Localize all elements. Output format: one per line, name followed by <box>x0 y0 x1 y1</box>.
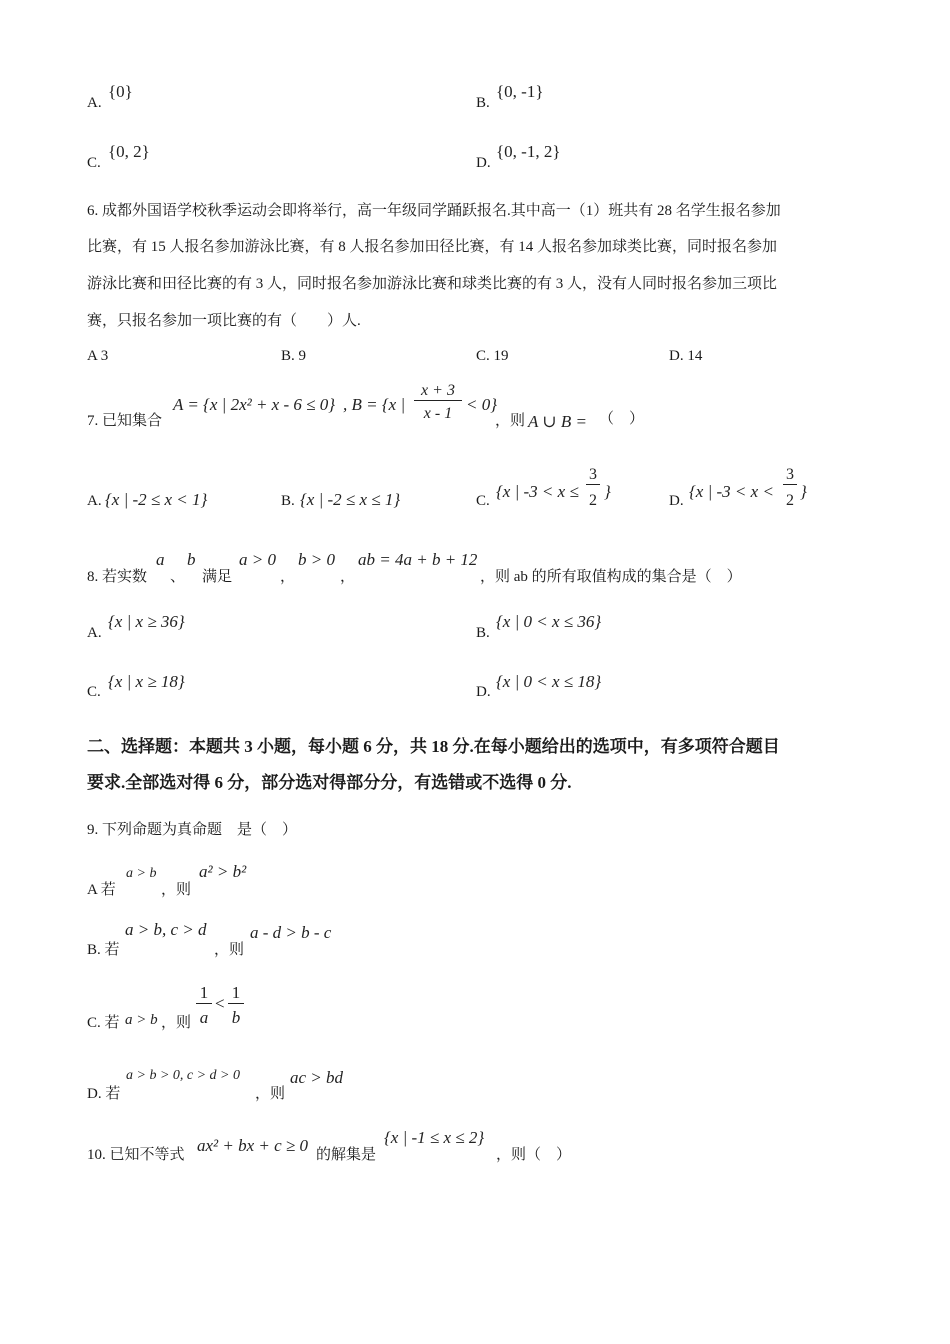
q8-option-b-label: B. <box>476 625 490 641</box>
q8-comma-2: ， <box>340 569 356 585</box>
q9-option-b-then: ，则 <box>214 942 245 958</box>
q9-option-b-result: a - d > b - c <box>250 923 332 942</box>
q9-option-c-fraction-2-denominator: b <box>231 1008 241 1027</box>
q7-option-c-label: C. <box>476 493 490 509</box>
q9-option-c-condition: a > b <box>125 1012 158 1028</box>
q10-middle-text: 的解集是 <box>316 1147 377 1163</box>
q9-option-c-fraction-2-numerator: 1 <box>228 983 244 1004</box>
q7-frac-denominator: x - 1 <box>423 405 453 422</box>
q7-option-a-label: A. <box>87 493 102 509</box>
q7-option-d-tail: } <box>800 482 807 501</box>
q7-option-c-numerator: 3 <box>586 466 600 485</box>
q9-option-d-then: ，则 <box>255 1086 286 1102</box>
q6-line-2: 比赛，有 15 人报名参加游泳比赛，有 8 人报名参加田径比赛，有 14 人报名参加球类比赛，同时报名参加 <box>87 239 778 255</box>
q6-line-3: 游泳比赛和田径比赛的有 3 人，同时报名参加游泳比赛和球类比赛的有 3 人，没有人同时报名参加三项比 <box>87 276 778 292</box>
q7-option-c-tail: } <box>604 482 611 501</box>
q7-union: A ∪ B = <box>528 412 587 431</box>
q9-option-a-then: ，则 <box>161 882 192 898</box>
q8-prefix: 8. 若实数 <box>87 569 148 585</box>
q8-option-c: {x | x ≥ 18} <box>108 672 185 691</box>
q8-var-a: a <box>156 550 165 569</box>
q10-solution-set: {x | -1 ≤ x ≤ 2} <box>384 1128 485 1147</box>
q5-option-d-label: D. <box>476 155 491 171</box>
q6-option-c: C. 19 <box>476 348 509 364</box>
q8-condition-a: a > 0 <box>239 550 276 569</box>
q7-option-d-numerator: 3 <box>783 466 797 485</box>
q7-option-d-label: D. <box>669 493 684 509</box>
q9-option-c-then: ，则 <box>161 1015 192 1031</box>
q6-line-1: 6. 成都外国语学校秋季运动会即将举行，高一年级同学踊跃报名.其中高一（1）班共有 28 名学生报名参加 <box>87 203 781 219</box>
q8-tail: ，则 ab 的所有取值构成的集合是（ ） <box>480 569 742 585</box>
q8-option-d-label: D. <box>476 684 491 700</box>
q5-option-b-set: {0, -1} <box>496 82 544 101</box>
q6-option-d: D. 14 <box>669 348 703 364</box>
q10-prefix: 10. 已知不等式 <box>87 1147 185 1163</box>
q7-option-a: {x | -2 ≤ x < 1} <box>105 490 208 509</box>
q8-option-b: {x | 0 < x ≤ 36} <box>496 612 602 631</box>
q9-option-b-label: B. 若 <box>87 942 120 958</box>
q9-option-c-label: C. 若 <box>87 1015 120 1031</box>
q8-separator: 、 <box>170 569 186 585</box>
q9-option-d-label: D. 若 <box>87 1086 121 1102</box>
q7-option-b-label: B. <box>281 493 295 509</box>
q9-option-c-fraction-1-numerator: 1 <box>196 983 212 1004</box>
q7-then: ，则 <box>495 413 526 429</box>
q7-set-b-lead: , B = {x | <box>343 395 406 414</box>
q8-option-c-label: C. <box>87 684 101 700</box>
q7-option-c-denominator: 2 <box>589 492 597 509</box>
q5-option-c-label: C. <box>87 155 101 171</box>
q5-option-b-label: B. <box>476 95 490 111</box>
q7-option-d-lead: {x | -3 < x < <box>689 482 774 501</box>
q8-condition-b: b > 0 <box>298 550 335 569</box>
q10-tail: ，则（ ） <box>496 1147 572 1163</box>
q9-option-a-label: A 若 <box>87 882 116 898</box>
q6-option-a: A 3 <box>87 348 109 364</box>
q8-option-a-label: A. <box>87 625 102 641</box>
q7-option-d-denominator: 2 <box>786 492 794 509</box>
section-2-heading-line-1: 二、选择题：本题共 3 小题，每小题 6 分，共 18 分.在每小题给出的选项中，有多项符合题目 <box>87 737 780 756</box>
q9-option-c-fraction-1-denominator: a <box>199 1008 209 1027</box>
q8-option-a: {x | x ≥ 36} <box>108 612 185 631</box>
q9-option-b-condition: a > b, c > d <box>125 920 207 939</box>
q9-stem: 9. 下列命题为真命题 是（ ） <box>87 822 298 838</box>
q5-option-d-set: {0, -1, 2} <box>496 142 561 161</box>
q8-comma-1: ， <box>280 569 296 585</box>
q8-var-b: b <box>187 550 196 569</box>
q5-option-c-set: {0, 2} <box>108 142 150 161</box>
q7-option-c-lead: {x | -3 < x ≤ <box>496 482 579 501</box>
q7-set-b-tail: < 0} <box>466 395 498 414</box>
q5-option-a-label: A. <box>87 95 102 111</box>
q9-option-a-result: a² > b² <box>199 862 247 881</box>
q7-option-b: {x | -2 ≤ x ≤ 1} <box>300 490 401 509</box>
q8-option-d: {x | 0 < x ≤ 18} <box>496 672 602 691</box>
q8-condition-ab: ab = 4a + b + 12 <box>358 550 478 569</box>
q7-answer-paren: （ ） <box>599 411 645 427</box>
q9-option-d-result: ac > bd <box>290 1068 344 1087</box>
q9-option-a-condition: a > b <box>126 866 157 881</box>
q7-set-a: A = {x | 2x² + x - 6 ≤ 0} <box>173 395 336 414</box>
q10-inequality: ax² + bx + c ≥ 0 <box>197 1136 309 1155</box>
q6-option-b: B. 9 <box>281 348 307 364</box>
q9-option-c-operator: < <box>215 994 225 1013</box>
q7-frac-numerator: x + 3 <box>414 382 462 401</box>
q5-option-a-set: {0} <box>108 82 133 101</box>
q7-prefix: 7. 已知集合 <box>87 413 163 429</box>
q8-satisfy: 满足 <box>202 569 233 585</box>
q6-line-4: 赛，只报名参加一项比赛的有（ ）人. <box>87 313 361 329</box>
q9-option-d-condition: a > b > 0, c > d > 0 <box>126 1068 241 1083</box>
section-2-heading-line-2: 要求.全部选对得 6 分，部分选对得部分分，有选错或不选得 0 分. <box>87 773 572 792</box>
